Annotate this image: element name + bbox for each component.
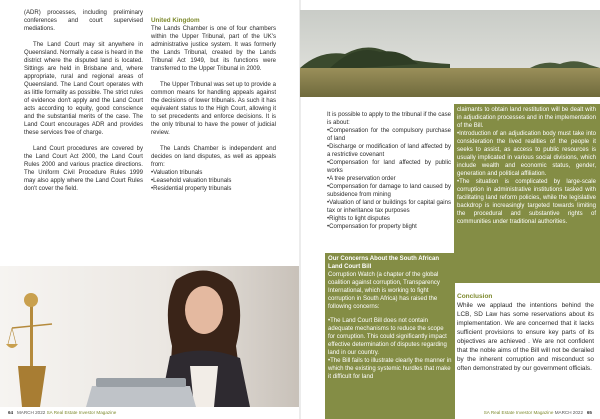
conclusion-column <box>457 293 594 373</box>
footer-right <box>484 410 592 415</box>
paragraph: The Lands Chamber is independent and decides on land disputes, as well as appeals from: <box>151 146 276 169</box>
footer-publication: SA Real Estate Investor Magazine <box>483 410 554 415</box>
footer-publication: SA Real Estate Investor Magazine <box>46 410 117 415</box>
paragraph: It is possible to apply to the tribunal if the case is about: <box>327 112 451 127</box>
paragraph: claimants to obtain land restitution will be dealt with in adjudication processes and in the implementation of the Bill. <box>457 107 596 130</box>
footer-left <box>8 410 116 415</box>
photo-woman-laptop <box>0 266 300 407</box>
paragraph: The Lands Chamber is one of four chambers within the Upper Tribunal, part of the UK's administrative justice system. It was formerly the Lands Tribunal, created by the Lands Tribunal Act 1949, but its functions were transferred to the Upper Tribunal in 2009. <box>151 26 276 73</box>
list-item: •Compensation for the compulsory purchase of land <box>327 128 451 143</box>
list-item: •Compensation for damage to land caused by subsidence from mining <box>327 184 451 199</box>
right-page <box>300 0 600 419</box>
paragraph: (ADR) processes, including preliminary conferences and court supervised mediations. <box>24 10 143 33</box>
section-heading-uk: United Kingdom <box>151 17 200 24</box>
paragraph: While we applaud the intentions behind the LCB, SD Law has some reservations about its implementation. We are concerned that it lacks sufficient provisions to ensure key parts of its objectives are achieved . We are not confident that the noble aims of the Bill will not be derailed by the inherent corruption and misconduct so often demonstrated by our government officials. <box>457 302 594 373</box>
list-item: •Valuation of land or buildings for capital gains tax or inheritance tax purposes <box>327 200 451 215</box>
left-column-1 <box>24 9 143 193</box>
list-item: •Compensation for land affected by public works <box>327 160 451 175</box>
list-item: •Compensation for property blight <box>327 224 417 231</box>
green-text-box <box>454 104 600 283</box>
list-item: •The situation is complicated by large-scale corruption in administrative institutions tasked with facilitating land reform policies, while the legislative backdrop is increasingly targeted towards limiting the procedural and substantive rights of communities under traditional authorities. <box>457 179 596 226</box>
right-column-1 <box>327 111 451 231</box>
list-item: •The Land Court Bill does not contain adequate mechanisms to reduce the scope for corruption. This could significantly impact effective determination of disputes regarding land in our country. <box>328 318 447 357</box>
page-number: 64 <box>8 410 14 415</box>
footer-date: MARCH 2022 <box>16 410 46 415</box>
laptop-image <box>86 378 196 407</box>
paragraph: Corruption Watch (a chapter of the global coalition against corruption, Transparency International, which is working to fight corruption in South Africa) has raised the following concerns: <box>328 272 440 311</box>
conclusion-heading: Conclusion <box>457 293 493 300</box>
photo-field-trees <box>300 10 600 97</box>
list-item: •Introduction of an adjudication body must take into consideration the lived realities of the people it seeks to assist, as access to public resources is usually implicated in various social divisions, which include wealth and economic status, gender, generation and political affiliation. <box>457 131 596 178</box>
list-item: •Leasehold valuation tribunals <box>151 178 232 185</box>
list-item: •Residential property tribunals <box>151 186 232 193</box>
list-item: •Rights to light disputes <box>327 216 390 223</box>
list-item: •Valuation tribunals <box>151 170 203 177</box>
paragraph: The Land Court may sit anywhere in Queensland. Normally a case is heard in the district where the disputed land is located. Sittings are held in Brisbane and, where appropriate, rural and regional areas of Queensland. The Land Court operates with as little formality as possible. The strict rules of evidence don't apply and the Land Court acts according to equity, good conscience and the substantial merits of the case. The Land Court encourages ADR and provides these services free of charge. <box>24 42 143 137</box>
concerns-box <box>325 253 455 419</box>
paragraph: Land Court procedures are covered by the Land Court Act 2000, the Land Court Rules 2000 and various practice directions. The Uniform Civil Procedure Rules 1999 may also apply where the Land Court Rules don't cover the field. <box>24 146 143 193</box>
left-column-2 <box>151 17 276 193</box>
list-item: •A tree preservation order <box>327 176 396 183</box>
footer-date: MARCH 2022 <box>554 410 584 415</box>
paragraph: The Upper Tribunal was set up to provide a common means for handling appeals against the decisions of lower tribunals. As such it has equivalent status to the High Court, allowing it to set precedents and enforce decisions. It is the only tribunal to have the power of judicial review. <box>151 82 276 137</box>
list-item: •Discharge or modification of land affected by a restrictive covenant <box>327 144 451 159</box>
concerns-heading: Our Concerns About the South African Land Court Bill <box>328 256 440 271</box>
page-number: 65 <box>586 410 592 415</box>
list-item: •The Bill fails to illustrate clearly the manner in which the existing systemic hurdles that make it difficult for land <box>328 358 452 381</box>
